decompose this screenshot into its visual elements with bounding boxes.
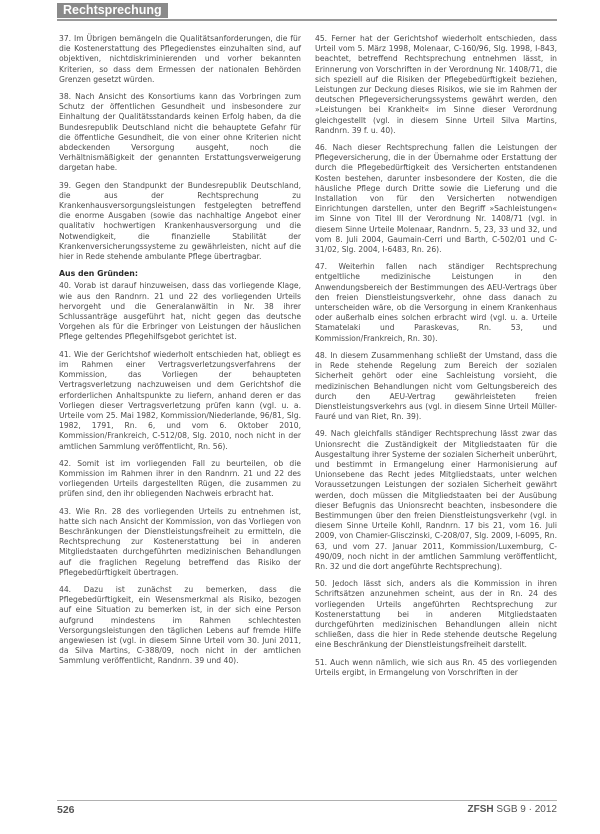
left-column <box>59 34 301 674</box>
paragraph: 46. Nach dieser Rechtsprechung fallen die Leistungen der Pflegeversicherung, die in der Übernahme oder Erstattung der durch die Pflegebedürftigkeit des Versicherten entstandenen Kosten bestehen, darunter insbesondere der Kosten, die die häusliche Pflege durch Dritte sowie die Lieferung und die Installation von für den Versicherten notwendigen Einrichtungen darstellen, unter den Begriff »Sachleistungen« im Sinne von Titel III der Verordnung Nr. 1408/71 (vgl. in diesem Sinne Urteile Molenaar, Randnrn. 5, 23, 33 und 32, und vom 8. Juli 2004, Gaumain-Cerri und Barth, C-502/01 und C-31/02, Slg. 2004, I-6483, Rn. 26). <box>315 143 557 255</box>
paragraph: 43. Wie Rn. 28 des vorliegenden Urteils zu entnehmen ist, hatte sich nach Ansicht der Kommission, von das Vorliegen von Beschränkungen der Dienstleistungsfreiheit zu ermitteln, die Rechtsprechung zur Kostenerstattung bei in anderen Mitgliedstaaten durchgeführten medizinischen Behandlungen auf die fraglichen Regelung betreffend das Risiko der Pflegebedürftigkeit übertragen. <box>59 506 301 577</box>
section-heading: Rechtsprechung <box>57 3 168 18</box>
paragraph: 45. Ferner hat der Gerichtshof wiederholt entschieden, dass Urteil vom 5. März 1998, Molenaar, C-160/96, Slg. 1998, I-843, beachtet, betreffend Rechtsprechung entnehmen lässt, in Erinnerung von Vorschriften in der Verordnung Nr. 1408/71, die sich speziell auf die Risiken der Pflegebedürftigkeit beziehen, Leistungen zur Deckung dieses Risikos, wie sie im Rahmen der deutschen Pflegeversicherungssystems gewährt werden, den »Leistungen bei Krankheit« im Sinne dieser Verordnung gleichgestellt (vgl. in diesem Sinne Urteil Silva Martins, Randnrn. 39 f. u. 40). <box>315 34 557 135</box>
journal-reference <box>468 804 557 815</box>
paragraph: 50. Jedoch lässt sich, anders als die Kommission in ihren Schriftsätzen anzunehmen scheint, aus der in Rn. 24 des vorliegenden Urteils angeführten Rechtsprechung zur Kostenerstattung bei in anderen Mitgliedstaaten durchgeführten medizinischen Behandlungen allein nicht schließen, dass die hier in Rede stehende deutsche Regelung eine Beschränkung der Dienstleistungsfreiheit darstellt. <box>315 579 557 650</box>
paragraph: 51. Auch wenn nämlich, wie sich aus Rn. 45 des vorliegenden Urteils ergibt, in Ermangelung von Vorschriften in der <box>315 657 557 677</box>
paragraph: 42. Somit ist im vorliegenden Fall zu beurteilen, ob die Kommission im Rahmen ihrer in den Randnrn. 21 und 22 des vorliegenden Urteils dargestellten Rügen, die zusammen zu prüfen sind, den ihr obliegenden Nachweis erbracht hat. <box>59 458 301 499</box>
paragraph: 41. Wie der Gerichtshof wiederholt entschieden hat, obliegt es im Rahmen einer Vertragsverletzungsverfahrens der Kommission, das Vorliegen der behaupteten Vertragsverletzung nachzuweisen und dem Gerichtshof die erforderlichen Anhaltspunkte zu liefern, anhand deren er das Vorliegen dieser Vertragsverletzung prüfen kann (vgl. u. a. Urteile vom 25. Mai 1982, Kommission/Niederlande, 96/81, Slg. 1982, 1791, Rn. 6, und vom 6. Oktober 2010, Kommission/Frankreich, C-512/08, Slg. 2010, noch nicht in der amtlichen Sammlung veröffentlicht, Rn. 56). <box>59 349 301 451</box>
header-rule <box>57 19 557 21</box>
paragraph: 39. Gegen den Standpunkt der Bundesrepublik Deutschland, die aus der Rechtsprechung zu Krankenhausversorgungsleistungen festgelegten betreffend die enorme Ausgaben (sowie das nachhaltige Angebot einer qualitativ hochwertigen Krankenhausversorgung und die Notwendigkeit, die finanzielle Stabilität der Krankenversicherungssysteme zu gewährleisten, nicht auf die hier in Rede stehende ambulante Pflege übertragbar. <box>59 180 301 262</box>
paragraph: 44. Dazu ist zunächst zu bemerken, dass die Pflegebedürftigkeit, ein Wesensmerkmal als Risiko, bezogen auf eine Situation zu bemerken ist, in der sich eine Person aufgrund mindestens im Rahmen schlechtesten Versorgungsleistungen den täglichen Lebens auf fremde Hilfe angewiesen ist (vgl. in diesem Sinne Urteil vom 30. Juni 2011, da Silva Martins, C-388/09, noch nicht in der amtlichen Sammlung veröffentlicht, Randnrn. 39 und 40). <box>59 584 301 666</box>
paragraph: 38. Nach Ansicht des Konsortiums kann das Vorbringen zum Schutz der öffentlichen Gesundheit und insbesondere zur Einhaltung der Qualitätsstandards keinen Erfolg haben, da die Bundesrepublik Deutschland nicht die behauptete Gefahr für die öffentliche Gesundheit, die von einer ohne Kriterien nicht abdeckenden Versorgung ausgeht, noch die Verhältnismäßigkeit der genannten Erstattungsverweigerung dargetan habe. <box>59 92 301 173</box>
right-column <box>315 34 557 685</box>
journal-name: ZFSH <box>467 804 494 815</box>
paragraph: 49. Nach gleichfalls ständiger Rechtsprechung lässt zwar das Unionsrecht die Zuständigkeit der Mitgliedstaaten für die Ausgestaltung ihrer Systeme der sozialen Sicherheit unberührt, und bestimmt in Ermangelung einer Harmonisierung auf Unionsebene das Recht jedes Mitgliedstaats, unter welchen Voraussetzungen Leistungen der sozialen Sicherheit gewährt werden, doch müssen die Mitgliedstaaten bei der Ausübung dieser Befugnis das Unionsrecht beachten, insbesondere die Bestimmungen über den freien Dienstleistungsverkehr (vgl. in diesem Sinne Urteile Kohll, Randnrn. 17 bis 21, vom 16. Juli 2009, von Chamier-Glisczinski, C-208/07, Slg. 2009, I-6095, Rn. 63, und vom 27. Januar 2011, Kommission/Luxemburg, C-490/09, noch nicht in der amtlichen Sammlung veröffentlicht, Rn. 32 und die dort angeführte Rechtsprechung). <box>315 429 557 571</box>
paragraph: 40. Vorab ist darauf hinzuweisen, dass das vorliegende Klage, wie aus den Randnrn. 21 und 22 des vorliegenden Urteils hervorgeht und die Generalanwältin in Nr. 38 ihrer Schlussanträge ausgeführt hat, nicht gegen das deutsche Vorgehen als für die Erbringer von Leistungen der häuslichen Pflege geltendes Pflegehilfsgebot gerichtet ist. <box>59 281 301 342</box>
paragraph: 47. Weiterhin fallen nach ständiger Rechtsprechung entgeltliche medizinische Leistungen in den Anwendungsbereich der Bestimmungen des AEU-Vertrags über den freien Dienstleistungsverkehr, ohne dass danach zu unterscheiden wäre, ob die Versorgung in einem Krankenhaus oder außerhalb eines solchen erbracht wird (vgl. u. a. Urteile Stamatelaki und Paraskevas, Rn. 53, und Kommission/Frankreich, Rn. 30). <box>315 262 557 343</box>
paragraph: 37. Im Übrigen bemängeln die Qualitätsanforderungen, die für die Kostenerstattung des Pflegedienstes einzuhalten sind, auf objektiven, nichtdiskriminierenden und vorher bekannten Kriterien, so dass dem Ermessen der nationalen Behörden Grenzen gesetzt würden. <box>59 34 301 84</box>
page-number: 526 <box>57 804 75 816</box>
page-footer <box>57 800 557 821</box>
section-subheading: Aus den Gründen: <box>59 269 138 279</box>
journal-issue: SGB 9 · 2012 <box>493 804 557 815</box>
paragraph: 48. In diesem Zusammenhang schließt der Umstand, dass die in Rede stehende Regelung zum Bereich der sozialen Sicherheit gehört oder eine Sachleistung vorsieht, die medizinischen Behandlungen nicht vom Geltungsbereich des durch den AEU-Vertrag gewährleisteten freien Dienstleistungsverkehrs aus (vgl. in diesem Sinne Urteil Müller-Fauré und van Riet, Rn. 39). <box>315 350 557 422</box>
page-header <box>0 0 600 22</box>
